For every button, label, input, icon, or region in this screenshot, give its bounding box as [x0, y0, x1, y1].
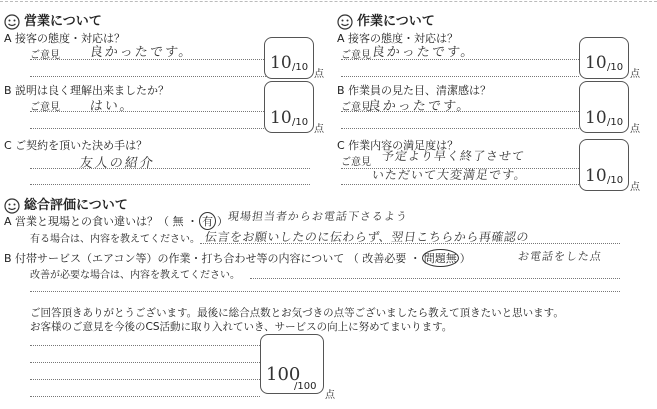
overall-score: 100 — [266, 364, 301, 385]
overall-closing-line-1: ご回答頂きありがとうございます。最後に総合点数とお気づきの点等ございましたら教えて頂きたいと思います。 — [30, 307, 564, 319]
work-c-answer-line-2: いただいて大変満足です。 — [370, 168, 528, 182]
sales-b-line-1 — [30, 111, 266, 112]
overall-a-answer-line-2: 伝言をお願いしたのに伝わらず、翌日こちらから再確認の — [203, 230, 530, 244]
work-a-score: 10 — [585, 53, 607, 73]
overall-b-line — [250, 278, 620, 279]
sales-b-answer: はい。 — [88, 99, 136, 114]
sales-b-opinion-label: ご意見 — [30, 102, 60, 113]
work-c-question: C 作業内容の満足度は？ — [337, 139, 459, 152]
overall-b-selected-option: 問題無 — [422, 249, 459, 267]
work-a-score-denominator: /10 — [607, 62, 624, 73]
overall-a-question-text: A 営業と現場との食い違いは？（ 無 ・ — [4, 215, 199, 228]
work-b-score: 10 — [585, 108, 607, 128]
work-b-line-2 — [341, 128, 579, 129]
sales-title-text: 営業について — [24, 14, 102, 29]
work-a-opinion-label: ご意見 — [341, 50, 371, 61]
overall-title-text: 総合評価について — [24, 198, 128, 213]
overall-a-selected-option: 有 — [199, 212, 216, 230]
work-b-answer: 良かったです。 — [366, 99, 473, 114]
sales-a-unit: 点 — [314, 69, 324, 80]
overall-b-note: 改善が必要な場合は、内容を教えてください。 — [30, 270, 240, 281]
overall-b-question-text: B 付帯サービス（エアコン等）の作業・打ち合わせ等の内容について （ 改善必要 ・ — [4, 252, 421, 265]
sales-a-answer: 良かったです。 — [88, 45, 195, 60]
work-a-question: A 接客の態度・対応は？ — [337, 32, 459, 45]
work-a-line-2 — [341, 76, 579, 77]
face-icon — [337, 14, 353, 30]
work-c-line-2 — [341, 184, 579, 185]
overall-b-question — [4, 249, 471, 267]
work-b-unit: 点 — [630, 124, 640, 135]
overall-a-note: 有る場合は、内容を教えてください。 — [30, 234, 200, 245]
work-b-score-denominator: /10 — [607, 117, 624, 128]
work-c-opinion-label: ご意見 — [341, 157, 371, 168]
sales-a-score: 10 — [270, 53, 292, 73]
overall-b-line-2 — [30, 291, 620, 292]
overall-a-answer-line-1: 現場担当者からお電話下さるよう — [227, 210, 409, 223]
work-b-opinion-label: ご意見 — [341, 102, 371, 113]
work-c-score: 10 — [585, 166, 607, 186]
sales-b-unit: 点 — [314, 124, 324, 135]
work-title-text: 作業について — [357, 14, 435, 29]
overall-comment-line-2 — [30, 362, 260, 363]
overall-comment-line-1 — [30, 345, 260, 346]
top-border — [0, 1, 657, 2]
sales-a-opinion-label: ご意見 — [30, 50, 60, 61]
overall-section-title — [4, 194, 128, 214]
overall-a-line — [200, 243, 620, 244]
overall-score-denominator: /100 — [294, 381, 317, 392]
sales-section-title — [4, 10, 102, 30]
work-a-unit: 点 — [630, 69, 640, 80]
work-section-title — [337, 10, 435, 30]
sales-a-line-2 — [30, 76, 266, 77]
sales-b-question: B 説明は良く理解出来ましたか？ — [4, 84, 170, 97]
face-icon — [4, 14, 20, 30]
sales-b-score: 10 — [270, 108, 292, 128]
overall-a-close-paren: ） — [217, 215, 229, 228]
overall-closing-line-2: お客様のご意見を今後のCS活動に取り入れていき、サービスの向上に努めてまいります。 — [30, 321, 453, 333]
sales-a-score-denominator: /10 — [292, 62, 309, 73]
work-b-question: B 作業員の見た目、清潔感は？ — [337, 84, 492, 97]
work-a-answer: 良かったです。 — [370, 45, 477, 60]
sales-b-line-2 — [30, 128, 266, 129]
sales-b-score-denominator: /10 — [292, 117, 309, 128]
overall-unit: 点 — [325, 390, 335, 401]
overall-comment-line-3 — [30, 379, 260, 380]
overall-b-close-paren: ） — [459, 252, 471, 265]
overall-comment-line-4 — [30, 396, 260, 397]
work-c-score-denominator: /10 — [607, 175, 624, 186]
work-c-unit: 点 — [630, 182, 640, 193]
overall-a-question — [4, 212, 228, 230]
sales-a-question: A 接客の態度・対応は？ — [4, 32, 126, 45]
sales-c-question: C ご契約を頂いた決め手は？ — [4, 139, 148, 152]
work-c-answer-line-1: 予定より早く終了させて — [380, 149, 526, 163]
sales-c-answer: 友人の紹介 — [78, 156, 156, 171]
sales-c-line-1 — [30, 168, 310, 169]
overall-b-answer: お電話をした点 — [517, 250, 603, 263]
sales-c-line-2 — [30, 184, 310, 185]
